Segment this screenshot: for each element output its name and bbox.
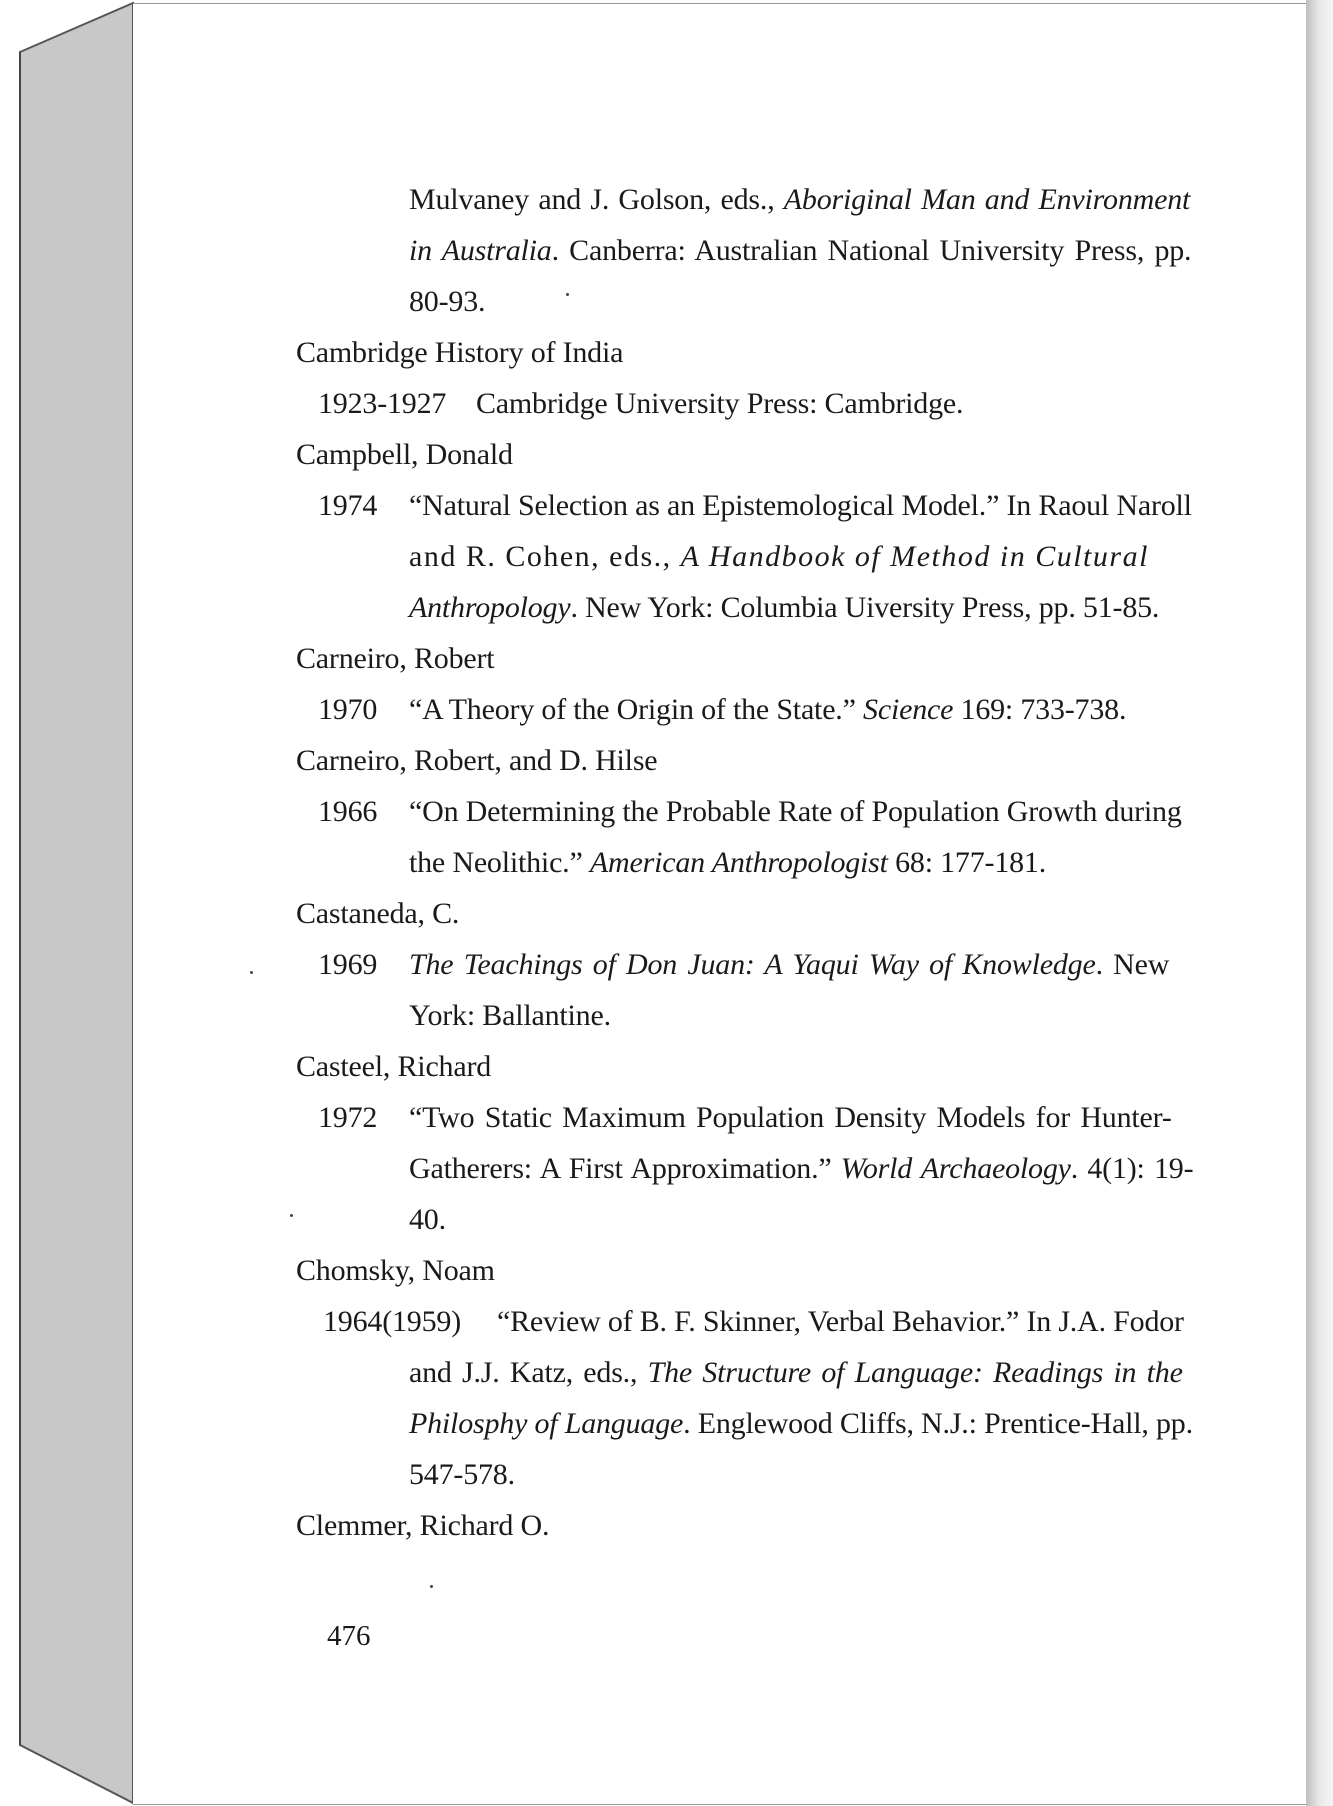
text-line bbox=[409, 1455, 515, 1495]
text-segment: 1970 bbox=[318, 693, 378, 726]
text-line bbox=[296, 639, 494, 679]
text-line bbox=[409, 1200, 446, 1240]
page-number: 476 bbox=[327, 1620, 371, 1652]
text-segment: 547-578. bbox=[409, 1458, 515, 1491]
text-line bbox=[409, 180, 1190, 220]
italic-text: American Anthropologist bbox=[589, 846, 888, 879]
text-segment: . Canberra: Australian National University Press, pp. bbox=[551, 234, 1192, 267]
text-line bbox=[318, 486, 377, 526]
text-line bbox=[497, 1302, 1184, 1342]
text-segment: Carneiro, Robert, and D. Hilse bbox=[296, 744, 658, 777]
text-segment: . New bbox=[1095, 948, 1170, 981]
italic-text: The Teachings of Don Juan: A Yaqui Way of Knowledge bbox=[409, 948, 1096, 981]
italic-text: World Archaeology bbox=[840, 1152, 1071, 1185]
text-segment: 40. bbox=[409, 1203, 446, 1236]
text-line bbox=[296, 435, 513, 475]
scan-speck bbox=[566, 293, 569, 296]
text-line bbox=[409, 537, 1149, 577]
text-segment: York: Ballantine. bbox=[409, 999, 611, 1032]
text-line bbox=[409, 282, 485, 322]
scan-speck bbox=[430, 1585, 433, 1588]
text-line bbox=[409, 1098, 1172, 1138]
text-segment: “Two Static Maximum Population Density Models for Hunter- bbox=[409, 1101, 1172, 1134]
text-segment: Cambridge History of India bbox=[296, 336, 624, 369]
italic-text: Aboriginal Man and Environment bbox=[783, 183, 1191, 216]
text-segment: . Englewood Cliffs, N.J.: Prentice-Hall, pp. bbox=[683, 1407, 1193, 1440]
text-segment: 1972 bbox=[318, 1101, 378, 1134]
text-line bbox=[318, 690, 377, 730]
text-line bbox=[409, 588, 1159, 628]
page-edge-shadow bbox=[1306, 0, 1333, 1806]
text-segment: 1966 bbox=[318, 795, 378, 828]
text-line bbox=[318, 1098, 377, 1138]
text-line bbox=[296, 1047, 491, 1087]
scan-speck bbox=[290, 1214, 293, 1217]
text-line bbox=[476, 384, 963, 424]
text-segment: Carneiro, Robert bbox=[296, 642, 495, 675]
text-segment: “A Theory of the Origin of the State.” bbox=[409, 693, 864, 726]
text-line bbox=[409, 1353, 1183, 1393]
italic-text: The Structure of Language: Readings in the bbox=[647, 1356, 1183, 1389]
text-segment: “Review of B. F. Skinner, Verbal Behavior.” In J.A. Fodor bbox=[497, 1305, 1184, 1338]
text-segment: and R. Cohen, eds., bbox=[409, 540, 681, 573]
text-line bbox=[318, 792, 377, 832]
text-line bbox=[318, 945, 377, 985]
text-segment: and J.J. Katz, eds., bbox=[409, 1356, 648, 1389]
italic-text: A Handbook of Method in Cultural bbox=[680, 540, 1149, 573]
text-line bbox=[296, 741, 657, 781]
text-segment: Chomsky, Noam bbox=[296, 1254, 495, 1287]
text-line bbox=[409, 1149, 1193, 1189]
text-segment: “On Determining the Probable Rate of Population Growth during bbox=[409, 795, 1182, 828]
book-page bbox=[133, 3, 1306, 1805]
italic-text: Philosphy of Language bbox=[409, 1407, 684, 1440]
text-line bbox=[323, 1302, 461, 1342]
italic-text: Anthropology bbox=[409, 591, 571, 624]
text-segment: Casteel, Richard bbox=[296, 1050, 492, 1083]
text-segment: 1969 bbox=[318, 948, 378, 981]
text-segment: Cambridge University Press: Cambridge. bbox=[476, 387, 964, 420]
italic-text: in Australia bbox=[409, 234, 552, 267]
text-segment: . New York: Columbia Uiversity Press, pp. 51-85. bbox=[570, 591, 1160, 624]
book-spine-graphic bbox=[0, 0, 140, 1806]
text-line bbox=[409, 843, 1046, 883]
text-line bbox=[409, 1404, 1193, 1444]
text-segment: the Neolithic.” bbox=[409, 846, 590, 879]
text-line bbox=[409, 996, 611, 1036]
text-segment: . 4(1): 19- bbox=[1070, 1152, 1194, 1185]
text-line bbox=[409, 486, 1192, 526]
scan-speck bbox=[250, 971, 253, 974]
text-segment: Gatherers: A First Approximation.” bbox=[409, 1152, 841, 1185]
text-segment: Campbell, Donald bbox=[296, 438, 513, 471]
text-line bbox=[409, 945, 1169, 985]
text-line bbox=[409, 690, 1126, 730]
text-segment: Castaneda, C. bbox=[296, 897, 460, 930]
text-segment: Clemmer, Richard O. bbox=[296, 1509, 550, 1542]
text-segment: 169: 733-738. bbox=[953, 693, 1127, 726]
text-segment: 68: 177-181. bbox=[887, 846, 1047, 879]
text-segment: 1974 bbox=[318, 489, 378, 522]
italic-text: Science bbox=[863, 693, 954, 726]
text-segment: 80-93. bbox=[409, 285, 486, 318]
text-line bbox=[409, 231, 1191, 271]
text-line bbox=[296, 894, 459, 934]
text-line bbox=[296, 1506, 549, 1546]
text-segment: 1964(1959) bbox=[323, 1305, 461, 1338]
text-line bbox=[318, 384, 446, 424]
text-segment: 1923-1927 bbox=[318, 387, 447, 420]
text-line bbox=[409, 792, 1182, 832]
text-line bbox=[296, 1251, 495, 1291]
text-segment: “Natural Selection as an Epistemological Model.” In Raoul Naroll bbox=[409, 489, 1192, 522]
text-line bbox=[296, 333, 623, 373]
text-segment: Mulvaney and J. Golson, eds., bbox=[409, 183, 784, 216]
